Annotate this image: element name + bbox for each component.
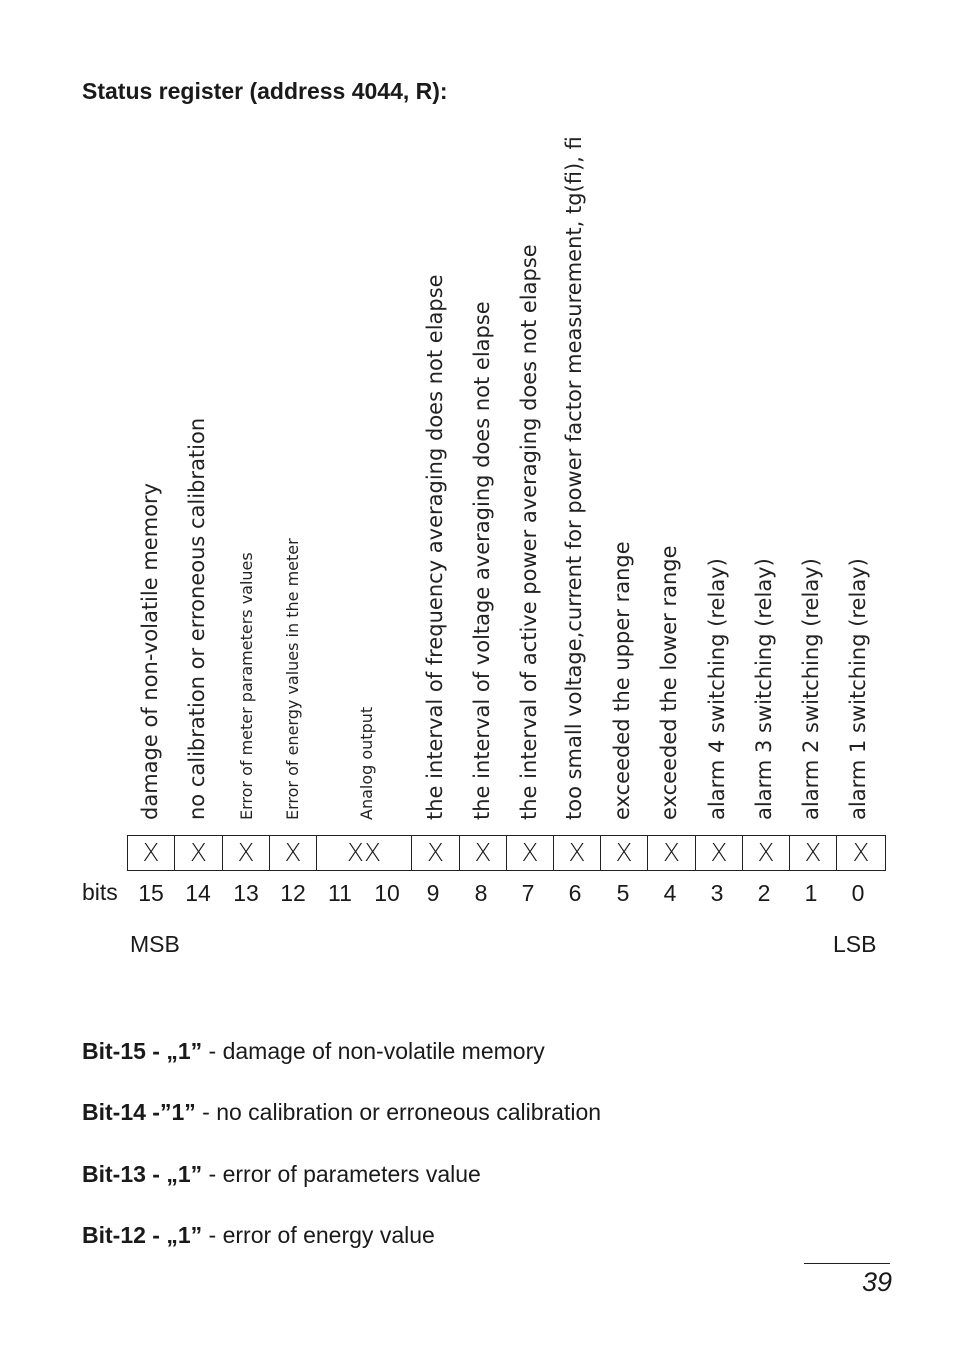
bit-label-9: the interval of frequency averaging does not elapse bbox=[423, 274, 448, 820]
msb-label: MSB bbox=[130, 931, 180, 957]
description-bit-13 bbox=[82, 1161, 481, 1188]
bit-number: 4 bbox=[663, 880, 677, 906]
register-cell-3: X bbox=[695, 836, 742, 870]
description-label: Bit-14 -”1” bbox=[82, 1099, 196, 1125]
register-cell-13: X bbox=[222, 836, 269, 870]
bit-number: 13 bbox=[233, 880, 259, 906]
bit-number: 0 bbox=[851, 880, 865, 906]
bit-label-14: no calibration or erroneous calibration bbox=[185, 417, 210, 820]
bit-number: 5 bbox=[616, 880, 630, 906]
register-cell-7: X bbox=[506, 836, 553, 870]
bits-label: bits bbox=[82, 879, 118, 905]
register-cell-6: X bbox=[553, 836, 600, 870]
register-cell-8: X bbox=[459, 836, 506, 870]
description-bit-15 bbox=[82, 1038, 545, 1065]
description-text: - damage of non-volatile memory bbox=[202, 1038, 545, 1064]
bit-number: 15 bbox=[138, 880, 164, 906]
description-label: Bit-13 - „1” bbox=[82, 1161, 203, 1187]
bit-label-11-10: Analog output bbox=[356, 706, 376, 820]
bit-label-3: alarm 4 switching (relay) bbox=[705, 558, 730, 820]
bit-number: 3 bbox=[710, 880, 724, 906]
register-cell-2: X bbox=[742, 836, 789, 870]
description-text: - error of energy value bbox=[202, 1222, 435, 1248]
register-cell-0: X bbox=[836, 836, 885, 870]
description-text: - error of parameters value bbox=[202, 1161, 481, 1187]
register-cell-11-10: XX bbox=[316, 836, 411, 870]
bit-label-4: exceeded the lower range bbox=[657, 545, 682, 820]
page-number: 39 bbox=[861, 1267, 892, 1297]
bit-number: 6 bbox=[568, 880, 582, 906]
page-title: Status register (address 4044, R): bbox=[82, 78, 448, 104]
description-label: Bit-15 - „1” bbox=[82, 1038, 203, 1064]
bit-number: 9 bbox=[426, 880, 440, 906]
register-cell-15: X bbox=[142, 838, 160, 867]
bit-number: 7 bbox=[521, 880, 535, 906]
bit-number: 11 bbox=[328, 880, 352, 906]
lsb-label: LSB bbox=[833, 931, 877, 957]
bit-number: 1 bbox=[804, 880, 818, 906]
bit-label-12: Error of energy values in the meter bbox=[282, 538, 302, 820]
bit-label-0: alarm 1 switching (relay) bbox=[846, 558, 871, 820]
description-bit-14 bbox=[82, 1099, 601, 1126]
bit-label-5: exceeded the upper range bbox=[610, 541, 635, 820]
bit-label-13: Error of meter parameters values bbox=[236, 552, 256, 820]
register-cell-4: X bbox=[647, 836, 695, 870]
register-cell-12: X bbox=[269, 836, 316, 870]
register-cell-14: X bbox=[174, 836, 222, 870]
bit-label-2: alarm 3 switching (relay) bbox=[752, 558, 777, 820]
status-register-table bbox=[127, 835, 886, 871]
register-cell-9: X bbox=[411, 836, 459, 870]
bit-label-7: the interval of active power averaging does not elapse bbox=[517, 244, 542, 820]
register-cell-5: X bbox=[600, 836, 647, 870]
bit-number: 8 bbox=[474, 880, 488, 906]
bit-label-6: too small voltage,current for power factor measurement, tg(fi), fi bbox=[562, 136, 587, 820]
bit-number: 10 bbox=[374, 880, 400, 906]
bit-label-1: alarm 2 switching (relay) bbox=[799, 558, 824, 820]
bit-label-15: damage of non-volatile memory bbox=[138, 482, 163, 820]
description-bit-12 bbox=[82, 1222, 435, 1249]
register-cell-1: X bbox=[789, 836, 836, 870]
bit-number: 14 bbox=[185, 880, 211, 906]
description-label: Bit-12 - „1” bbox=[82, 1222, 203, 1248]
footer-rule bbox=[804, 1263, 890, 1264]
bit-label-8: the interval of voltage averaging does not elapse bbox=[470, 301, 495, 820]
description-text: - no calibration or erroneous calibration bbox=[195, 1099, 602, 1125]
bit-number: 2 bbox=[757, 880, 771, 906]
bit-number: 12 bbox=[280, 880, 306, 906]
